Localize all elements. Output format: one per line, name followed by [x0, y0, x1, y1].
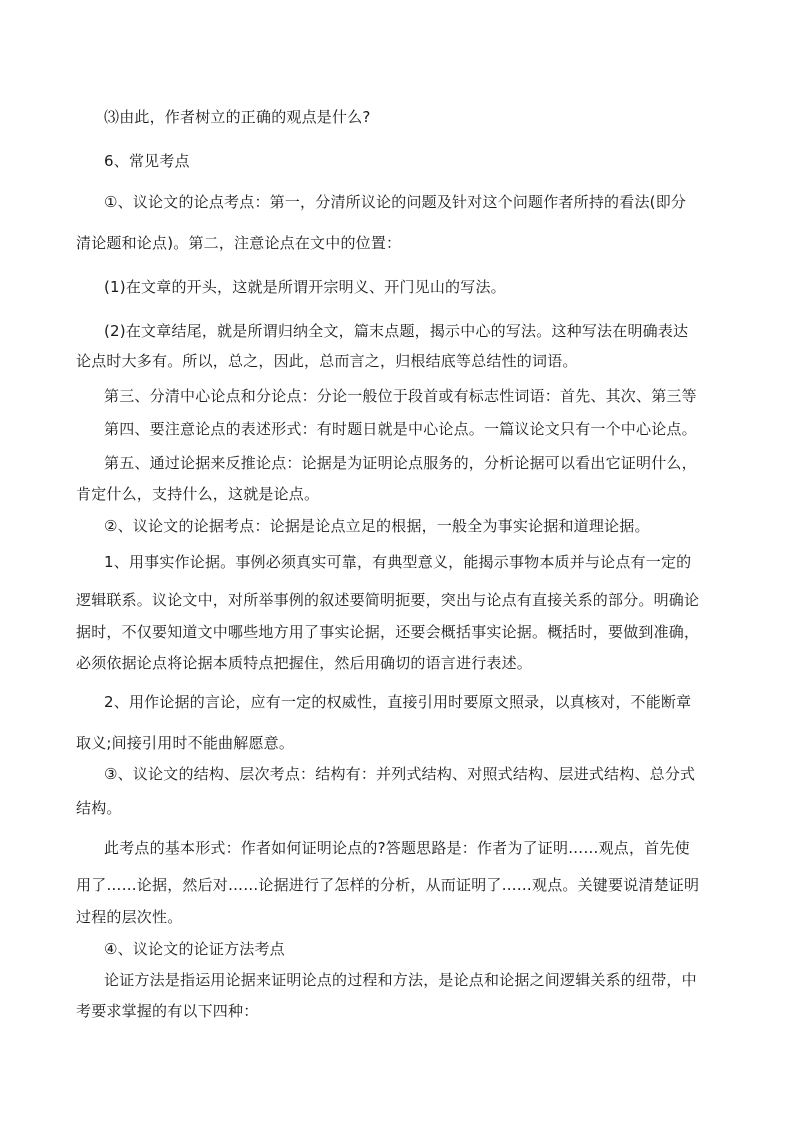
- text-line: 清论题和论点)。第二，注意论点在文中的位置：: [76, 234, 402, 252]
- text-line: 必须依据论点将论据本质特点把握住，然后用确切的语言进行表述。: [76, 654, 533, 672]
- text-line: ②、议论文的论据考点：论据是论点立足的根据，一般全为事实论据和道理论据。: [104, 517, 650, 535]
- text-line: (2)在文章结尾，就是所谓归纳全文，篇末点题，揭示中心的写法。这种写法在明确表达: [104, 322, 689, 340]
- text-line: 2、用作论据的言论，应有一定的权威性，直接引用时要原文照录，以真核对，不能断章: [104, 693, 692, 711]
- text-line: 过程的层次性。: [76, 908, 183, 926]
- text-line: 考要求掌握的有以下四种：: [76, 1002, 259, 1020]
- text-line: ①、议论文的论点考点：第一，分清所议论的问题及针对这个问题作者所持的看法(即分: [104, 193, 687, 211]
- text-line: 取义;间接引用时不能曲解愿意。: [76, 734, 295, 752]
- text-line: 肯定什么，支持什么，这就是论点。: [76, 485, 320, 503]
- text-line: 第五、通过论据来反推论点：论据是为证明论点服务的，分析论据可以看出它证明什么，: [104, 454, 697, 472]
- text-line: 第三、分清中心论点和分论点：分论一般位于段首或有标志性词语：首先、其次、第三等: [104, 387, 697, 405]
- text-line: ⑶由此，作者树立的正确的观点是什么?: [104, 108, 371, 126]
- section-heading: 6、常见考点: [104, 152, 190, 170]
- text-line: (1)在文章的开头，这就是所谓开宗明义、开门见山的写法。: [104, 278, 506, 296]
- section-heading: ④、议论文的论证方法考点: [104, 940, 285, 958]
- text-line: 此考点的基本形式：作者如何证明论点的?答题思路是：作者为了证明……观点，首先使: [104, 839, 690, 857]
- text-line: 结构。: [76, 799, 122, 817]
- text-line: 据时，不仅要知道文中哪些地方用了事实论据，还要会概括事实论据。概括时，要做到准确，: [76, 623, 700, 641]
- text-line: 1、用事实作论据。事例必须真实可靠，有典型意义，能揭示事物本质并与论点有一定的: [104, 553, 692, 571]
- text-line: 论点时大多有。所以，总之，因此，总而言之，归根结底等总结性的词语。: [76, 352, 578, 370]
- text-line: 第四、要注意论点的表述形式：有时题日就是中心论点。一篇议论文只有一个中心论点。: [104, 420, 697, 438]
- text-line: 论证方法是指运用论据来证明论点的过程和方法，是论点和论据之间逻辑关系的纽带，中: [104, 971, 697, 989]
- text-line: 用了……论据，然后对……论据进行了怎样的分析，从而证明了……观点。关键要说清楚证明: [76, 876, 700, 894]
- text-line: 逻辑联系。议论文中，对所举事例的叙述要简明扼要，突出与论点有直接关系的部分。明确论: [76, 591, 700, 609]
- text-line: ③、议论文的结构、层次考点：结构有：并列式结构、对照式结构、层进式结构、总分式: [104, 765, 696, 783]
